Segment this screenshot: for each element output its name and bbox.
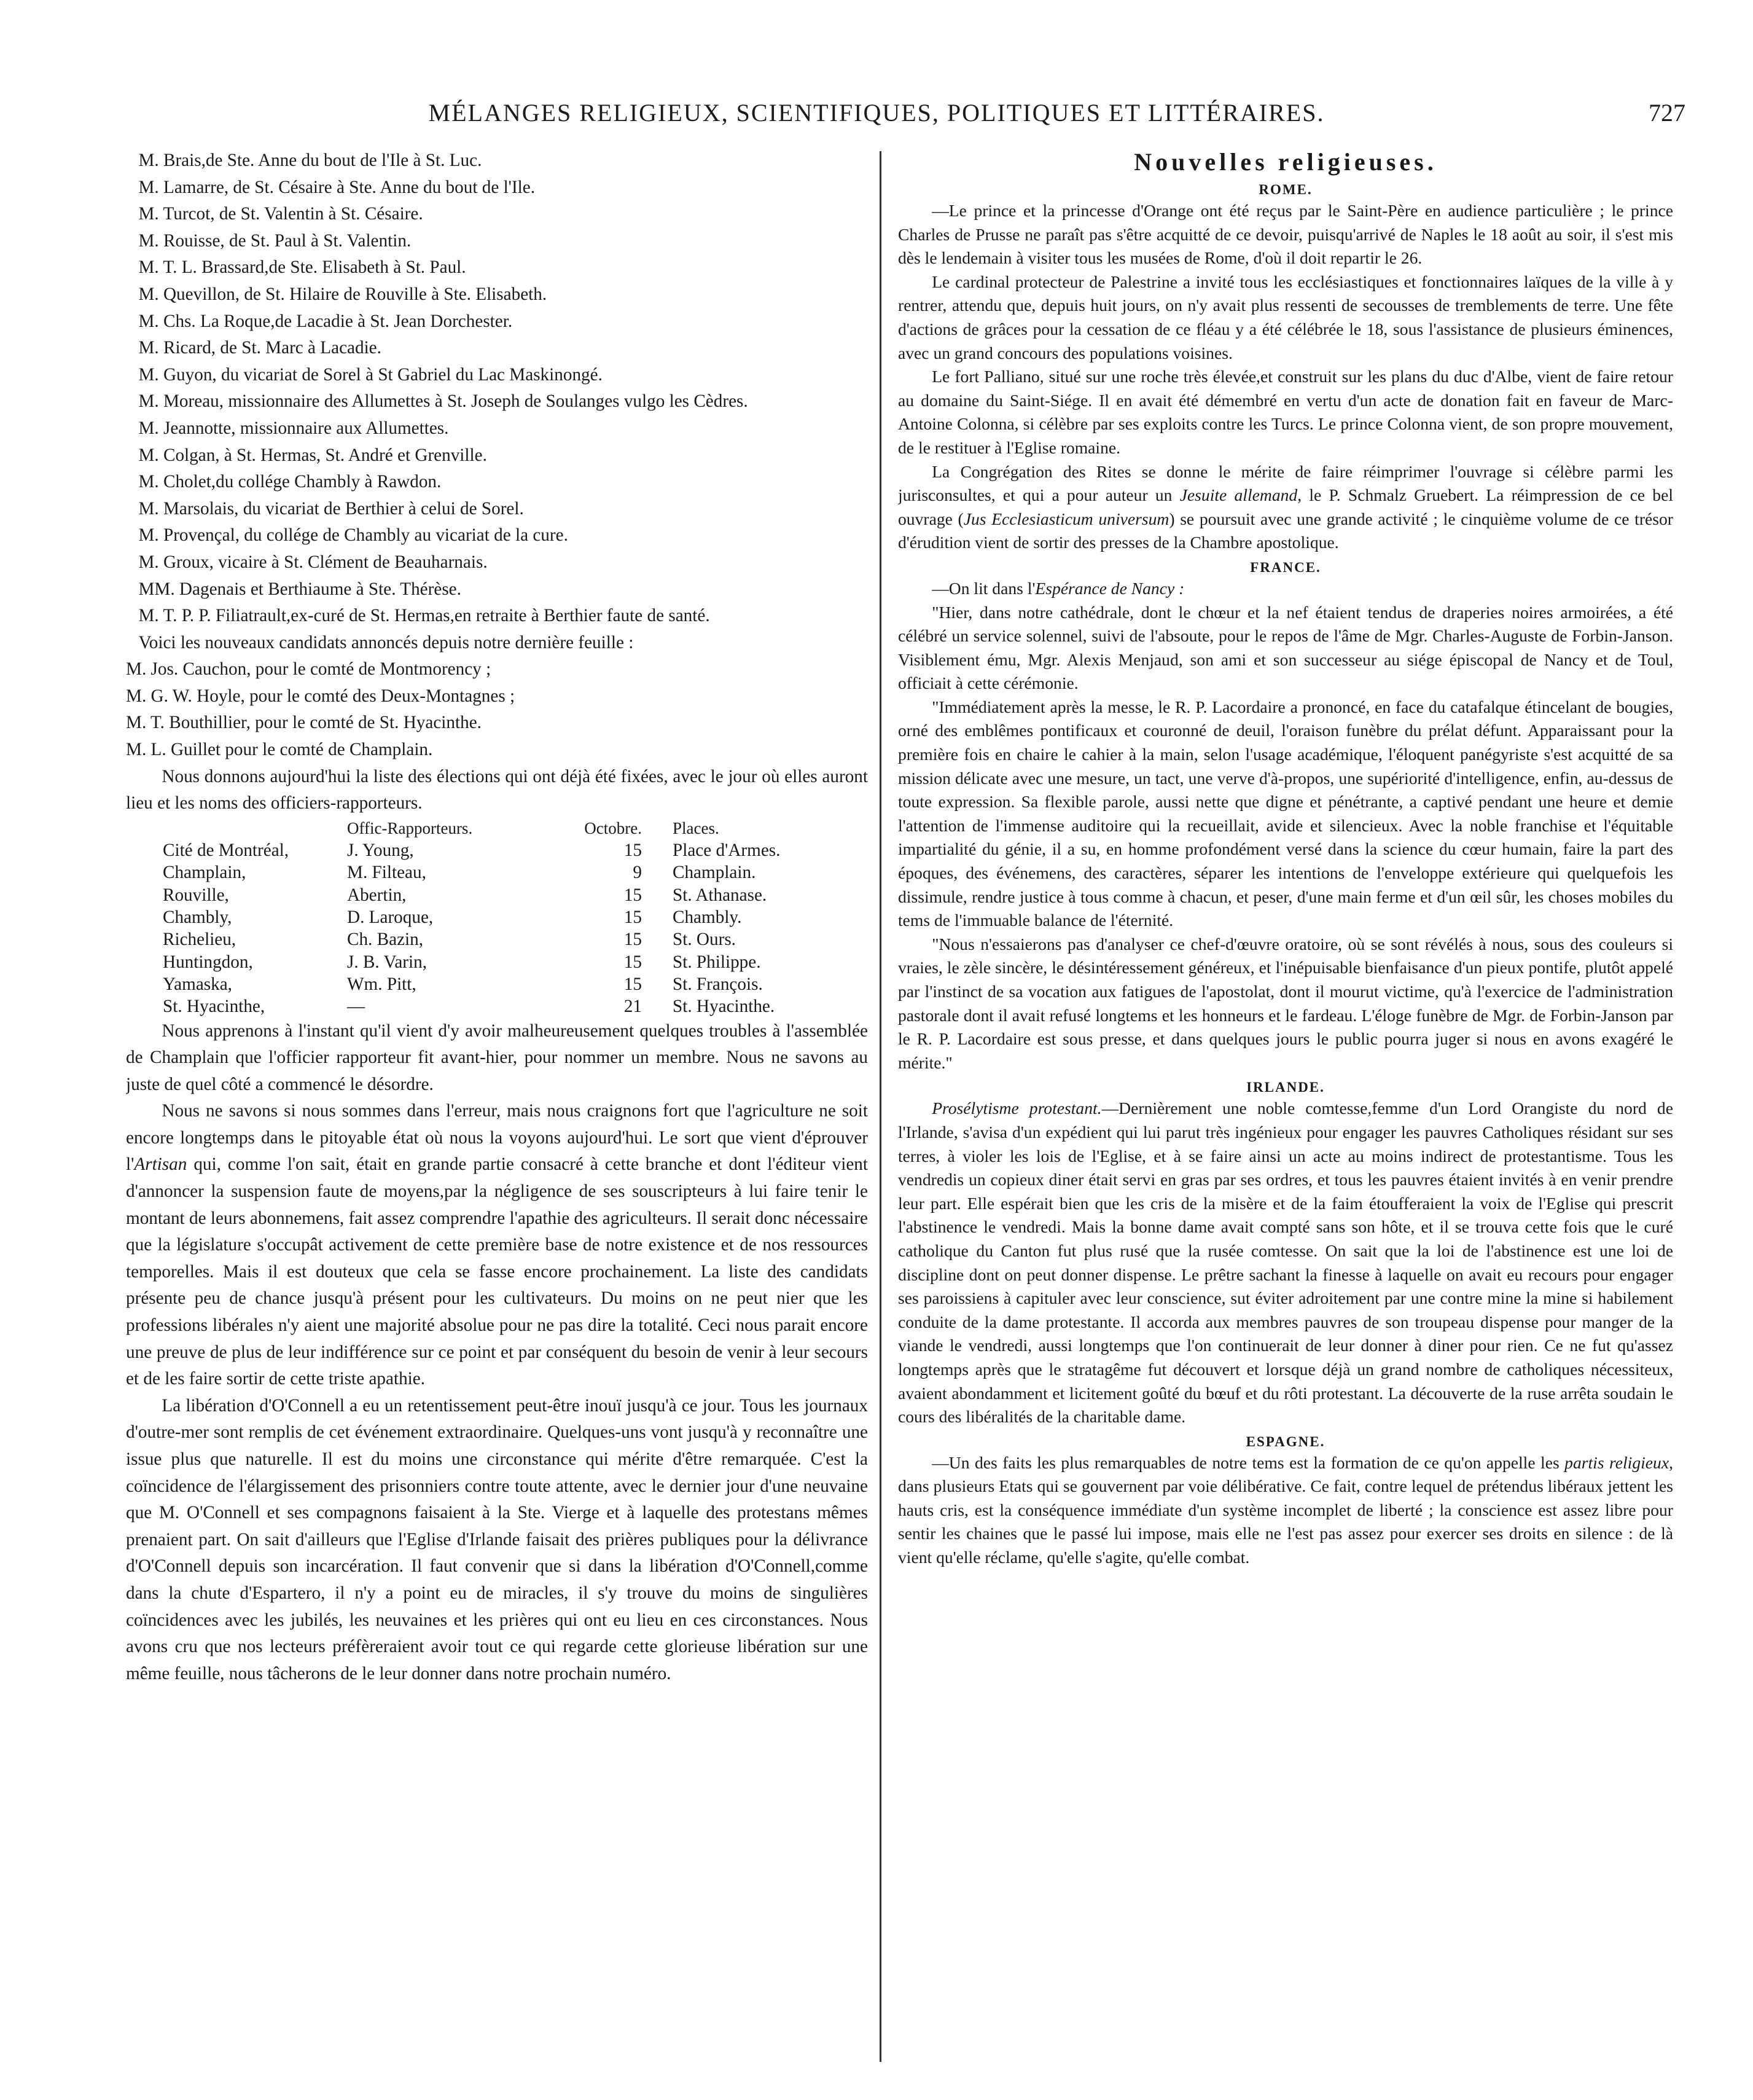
table-cell: 15 (623, 907, 642, 928)
table-cell: 21 (623, 997, 642, 1017)
table-cell: St. Ours. (673, 930, 736, 950)
list-item: M. Colgan, à St. Hermas, St. André et Grenville. (138, 445, 487, 465)
table-cell: M. Filteau, (347, 863, 426, 883)
paragraph-text: qui, comme l'on sait, était en grande partie consacré à cette branche et dont l'éditeur vient d'annoncer la suspension faute de moyens,par la négligence de ses souscripteurs à lui faire tenir le montant de leurs abonnemens, fait assez comprendre l'apathie des agriculteurs. Il serait donc nécessaire que la législature s'occupât activement de cette première base de notre existence et de nos ressources temporelles. Mais il est douteux que cela se fasse encore prochainement. La liste des candidats présente peu de chance jusqu'à présent pour les cultivateurs. Du moins on ne peut nier que les professions libérales n'y aient une majorité absolue pour ne pas dire la totalité. Ceci nous parait encore une preuve de plus de leur indifférence sur ce point et par conséquent du besoin de venir à leur secours et de les faire sortir de cette triste apathie. (126, 1154, 868, 1389)
list-item: M. Rouisse, de St. Paul à St. Valentin. (138, 230, 412, 251)
table-row (126, 928, 868, 950)
paragraph-text: Nous ne savons si nous sommes dans l'erreur, mais nous craignons fort que l'agriculture ne soit encore longtemps dans le pitoyable état où nous la voyons aujourd'hui. Le sort que vient d'éprouver l' (126, 1101, 868, 1175)
table-cell: St. Hyacinthe. (673, 997, 775, 1017)
table-cell: 15 (623, 952, 642, 972)
table-header-row (126, 817, 868, 839)
table-cell: Rouville, (163, 885, 229, 905)
book-title: Jus Ecclesiasticum universum (963, 509, 1169, 528)
list-item: M. Groux, vicaire à St. Clément de Beauharnais. (138, 552, 488, 572)
source-title: Espérance de Nancy : (1035, 578, 1185, 598)
rome-paragraph (898, 460, 1673, 555)
table-cell: Champlain, (163, 863, 246, 883)
list-item: M. Brais,de Ste. Anne du bout de l'Ile à St. Luc. (138, 151, 482, 170)
rome-paragraph: Le cardinal protecteur de Palestrine a invité tous les ecclésiastiques et fonctionnaires laïques de la ville à y rentrer, attendu que, depuis huit jours, on n'y avait plus ressenti de secousses de tremblements de terre. Une fête d'actions de grâces pour la cessation de ce fléau y a été célébrée le 18, sous l'assistance de plusieurs éminences, avec un grand concours des populations voisines. (898, 272, 1673, 362)
candidates-intro: Voici les nouveaux candidats annoncés depuis notre dernière feuille : (138, 632, 634, 652)
list-item: M. Ricard, de St. Marc à Lacadie. (138, 338, 381, 358)
paragraph-text: ) se poursuit avec une grande activité ; le cinquième volume de ce trésor d'érudition vient de sortir des presses de la Chambre apostolique. (898, 509, 1673, 552)
list-item: MM. Dagenais et Berthiaume à Ste. Thérèse. (138, 579, 461, 599)
table-cell: 15 (623, 885, 642, 905)
france-intro (898, 577, 1673, 601)
table-header: Offic-Rapporteurs. (347, 818, 473, 837)
agriculture-paragraph (126, 1098, 868, 1393)
paragraph-text: La Congrégation des Rites se donne le mérite de faire réimprimer l'ouvrage si célèbre parmi les jurisconsultes, et qui a pour auteur un (898, 461, 1673, 505)
subsection-heading-rome: ROME. (1259, 182, 1313, 197)
table-cell: 9 (633, 863, 642, 883)
table-row (126, 951, 868, 973)
journal-title: MÉLANGES RELIGIEUX, SCIENTIFIQUES, POLITIQUES ET LITTÉRAIRES. (428, 99, 1325, 127)
table-cell: J. B. Varin, (347, 952, 428, 972)
table-cell: Champlain. (673, 863, 756, 883)
table-cell: Abertin, (347, 885, 407, 905)
running-header (0, 98, 1753, 135)
list-item: M. Lamarre, de St. Césaire à Ste. Anne du bout de l'Ile. (138, 177, 536, 197)
table-cell: St. François. (673, 974, 763, 994)
table-cell: Cité de Montréal, (163, 840, 289, 861)
paragraph-text: —Dernièrement une noble comtesse,femme d'un Lord Orangiste du nord de l'Irlande, s'avisa d'un expédient qui lui parut très ingénieux pour engager les pauvres Catholiques résidant sur ses terres, à violer les lois de l'Eglise, et à se faire ainsi un acte au moins indirect de protestantisme. Tous les vendredis un copieux diner était servi en gras par ses ordres, et tous les pauvres étaient invités à en venir prendre leur part. Elle espérait bien que les cris de la misère et de la faim étoufferaient la voix de l'Eglise qui prescrit l'abstinence le vendredi. Mais la bonne dame avait compté sans son hôte, et il se trouva cette fois que le curé catholique du Canton fut plus rusé que la rusée comtesse. On sait que la loi de l'abstinence est une loi de discipline dont on peut donner dispense. Le prêtre sachant la finesse à laquelle on avait eu recours pour engager ses paroissiens à capituler avec leur conscience, sut éviter adroitement par une contre mine la mine si habilement conduite de la dame protestante. Il accorda aux membres pauvres de son troupeau dispense pour manger de la viande le vendredi, aussi longtemps que l'on continuerait de leur donner à diner pour rien. Ce ne fut qu'assez longtemps après que le stratagême fut découvert et lorsque déjà un grand nombre de catholiques nécessiteux, avaient abondamment et licitement goûté du bœuf et du rôti protestant. La découverte de la ruse arrêta soudain le cours des libéralités de la charitable dame. (898, 1099, 1673, 1427)
paragraph-text: , le P. Schmalz Gruebert. La réimpression de ce bel ouvrage ( (898, 485, 1673, 528)
paragraph-text: , dans plusieurs Etats qui se gouvernent par voie délibérative. Ce fait, contre lequel de prétendus libéraux jettent les hauts cris, est la conséquence immédiate d'un système incomplet de liberté ; la conscience est assez libre pour sentir les chaines que le passé lui impose, mais elle ne l'est pas assez pour exercer ses droits en silence : de là vient qu'elle réclame, qu'elle s'agite, qu'elle combat. (898, 1452, 1673, 1567)
irlande-paragraph (898, 1097, 1673, 1428)
table-cell: Chambly, (163, 907, 232, 928)
list-item: M. Moreau, missionnaire des Allumettes à St. Joseph de Soulanges vulgo les Cèdres. (138, 391, 748, 412)
espagne-paragraph (898, 1451, 1673, 1570)
list-item: M. Turcot, de St. Valentin à St. Césaire. (138, 204, 423, 224)
table-cell: 15 (623, 974, 642, 994)
table-cell: Place d'Armes. (673, 840, 781, 861)
left-column (126, 147, 868, 2071)
list-item: M. Cholet,du collége Chambly à Rawdon. (138, 472, 442, 492)
candidates-list (126, 656, 868, 763)
italic-text: Jesuite allemand (1179, 485, 1298, 505)
table-cell: 15 (623, 840, 642, 861)
elections-intro: Nous donnons aujourd'hui la liste des élections qui ont déjà été fixées, avec le jour où elles auront lieu et les noms des officiers-rapporteurs. (126, 766, 868, 813)
table-cell: Richelieu, (163, 930, 236, 950)
table-header: Places. (673, 818, 719, 837)
table-cell: Huntingdon, (163, 952, 253, 972)
table-row (126, 839, 868, 861)
subsection-heading-france: FRANCE. (1250, 559, 1321, 575)
table-cell: Yamaska, (163, 974, 232, 994)
table-row (126, 884, 868, 906)
table-cell: St. Athanase. (673, 885, 767, 905)
list-item: M. Chs. La Roque,de Lacadie à St. Jean Dorchester. (138, 311, 513, 331)
newspaper-title: Artisan (134, 1154, 187, 1175)
table-cell: St. Philippe. (673, 952, 761, 972)
table-header (126, 817, 347, 839)
list-item: M. Jos. Cauchon, pour le comté de Montmorency ; (126, 659, 491, 680)
table-cell: D. Laroque, (347, 907, 434, 928)
france-paragraph: "Hier, dans notre cathédrale, dont le chœur et la nef étaient tendus de draperies noires armoirées, a été célébré un service solennel, suivi de l'absoute, pour le repos de l'âme de Mgr. Charles-Auguste de Forbin-Janson. Visiblement ému, Mgr. Alexis Menjaud, son ami et son successeur au siége épiscopal de Nancy et de Toul, officiait à cette cérémonie. (898, 602, 1673, 693)
list-item: M. Provençal, du collége de Chambly au vicariat de la cure. (138, 525, 568, 546)
list-item: M. T. Bouthillier, pour le comté de St. Hyacinthe. (126, 713, 482, 733)
paragraph-text: —Un des faits les plus remarquables de notre tems est la formation de ce qu'on appelle les (932, 1452, 1565, 1472)
table-cell: St. Hyacinthe, (163, 997, 265, 1017)
table-header: Octobre. (584, 818, 642, 837)
list-item: M. T. P. P. Filiatrault,ex-curé de St. Hermas,en retraite à Berthier faute de santé. (138, 606, 710, 626)
table-cell: 15 (623, 930, 642, 950)
list-item: M. Quevillon, de St. Hilaire de Rouville à Ste. Elisabeth. (138, 284, 547, 304)
paragraph-text: —On lit dans l' (932, 578, 1036, 598)
oconnell-paragraph: La libération d'O'Connell a eu un retentissement peut-être inouï jusqu'à ce jour. Tous les journaux d'outre-mer sont remplis de cet événement extraordinaire. Quelques-uns vont jusqu'à y reconnaître une issue plus que naturelle. Il est du moins une circonstance qui mérite d'être remarquée. C'est la coïncidence de l'élargissement des prisonniers contre toute attente, avec le dernier jour d'une neuvaine que M. O'Connell et ses compagnons faisaient à la Ste. Vierge et à laquelle des protestans mêmes prenaient part. On sait d'ailleurs que l'Eglise d'Irlande faisait des prières publiques pour la délivrance d'O'Connell depuis son incarcération. Il faut convenir que si dans la libération d'O'Connell,comme dans la chute d'Espartero, il n'y a point eu de miracles, il s'y trouve du moins de singulières coïncidences avec les jubilés, les neuvaines et les prières qui ont eu lieu en ces circonstances. Nous avons cru que nos lecteurs préfèreraient avoir tout ce qui regarde cette glorieuse libération sur une même feuille, nous tâcherons de le leur donner dans notre prochain numéro. (126, 1395, 868, 1683)
france-paragraph: "Immédiatement après la messe, le R. P. Lacordaire a prononcé, en face du catafalque étincelant de bougies, orné des emblêmes pontificaux et couronné de deuil, l'oraison funèbre du prélat défunt. Apparaissant pour la première fois en chaire le cahier à la main, selon l'usage académique, l'éloquent panégyriste s'est acquitté de sa mission délicate avec une mesure, un tact, une verve d'à-propos, une supériorité d'intelligence, enfin, au-dessus de toute expression. Sa flexible parole, aussi nette que digne et pénétrante, a captivé pendant une heure et demie l'attention de l'immense auditoire qui la recueillait, avide et silencieux. Avec la noble franchise et l'équitable impartialité du génie, il a su, en homme profondément versé dans la science du cœur humain, faire la part des époques, des événemens, des caractères, séparer les intentions de l'enveloppe extérieure qui quelquefois les dissimule, rendre justice à tous comme à chacun, et peser, d'une main ferme et d'un œil sûr, les choses mobiles du tems de l'immuable balance de l'éternité. (898, 697, 1673, 930)
subsection-heading-irlande: IRLANDE. (1246, 1079, 1325, 1095)
table-row (126, 906, 868, 928)
section-heading: Nouvelles religieuses. (1134, 148, 1437, 176)
page-number: 727 (1649, 99, 1685, 127)
table-row (126, 995, 868, 1017)
elections-table (126, 817, 868, 1018)
list-item: M. Jeannotte, missionnaire aux Allumettes. (138, 418, 449, 438)
table-cell: J. Young, (347, 840, 414, 861)
table-cell: Wm. Pitt, (347, 974, 416, 994)
france-paragraph: "Nous n'essaierons pas d'analyser ce chef-d'œuvre oratoire, où se sont révélés à nous, sous des couleurs si vraies, le zèle sincère, le désintéressement généreux, et l'inépuisable bienfaisance d'un pieux pontife, plutôt appelé par l'instinct de sa vocation aux fatigues de l'apostolat, dont il mourut victime, qu'à l'exercice de l'administration pastorale dont il avait refusé longtems et les honneurs et le fardeau. L'éloge funèbre de Mgr. de Forbin-Janson par le R. P. Lacordaire est sous presse, et dans quelques jours le public pourra juger si nous en avons exagéré le mérite." (898, 934, 1673, 1072)
italic-text: partis religieux (1564, 1452, 1669, 1472)
column-rule (880, 151, 881, 2062)
table-cell: Chambly. (673, 907, 742, 928)
clergy-transfers-list (126, 147, 868, 630)
list-item: M. G. W. Hoyle, pour le comté des Deux-Montagnes ; (126, 686, 515, 706)
rome-paragraph: Le fort Palliano, situé sur une roche très élevée,et construit sur les plans du duc d'Albe, vient de faire retour au domaine du Saint-Siége. Il en avait été démembré en vertu d'un acte de donation fait en faveur de Marc-Antoine Colonna, si célèbre par ses exploits contre les Turcs. Le prince Colonna vient, de son propre mouvement, de le restituer à l'Eglise romaine. (898, 367, 1673, 457)
list-item: M. L. Guillet pour le comté de Champlain. (126, 740, 433, 760)
list-item: M. T. L. Brassard,de Ste. Elisabeth à St. Paul. (138, 257, 466, 278)
subsection-heading-espagne: ESPAGNE. (1246, 1433, 1325, 1449)
rome-paragraph: —Le prince et la princesse d'Orange ont été reçus par le Saint-Père en audience particulière ; le prince Charles de Prusse ne paraît pas s'être acquitté de ce devoir, puisqu'arrivé de Naples le 18 août au soir, il s'est mis dès le lendemain à visiter tous les musées de Rome, d'où il doit repartir le 26. (898, 201, 1673, 268)
list-item: M. Guyon, du vicariat de Sorel à St Gabriel du Lac Maskinongé. (138, 364, 603, 385)
table-cell: — (347, 997, 365, 1017)
table-row (126, 861, 868, 883)
list-item: M. Marsolais, du vicariat de Berthier à celui de Sorel. (138, 498, 524, 519)
table-row (126, 973, 868, 995)
italic-lead: Prosélytisme protestant. (932, 1099, 1102, 1118)
right-column (898, 147, 1673, 2071)
table-cell: Ch. Bazin, (347, 930, 424, 950)
champlain-troubles-paragraph: Nous apprenons à l'instant qu'il vient d'y avoir malheureusement quelques troubles à l'assemblée de Champlain que l'officier rapporteur fit avant-hier, pour nommer un membre. Nous ne savons au juste de quel côté a commencé le désordre. (126, 1021, 868, 1094)
